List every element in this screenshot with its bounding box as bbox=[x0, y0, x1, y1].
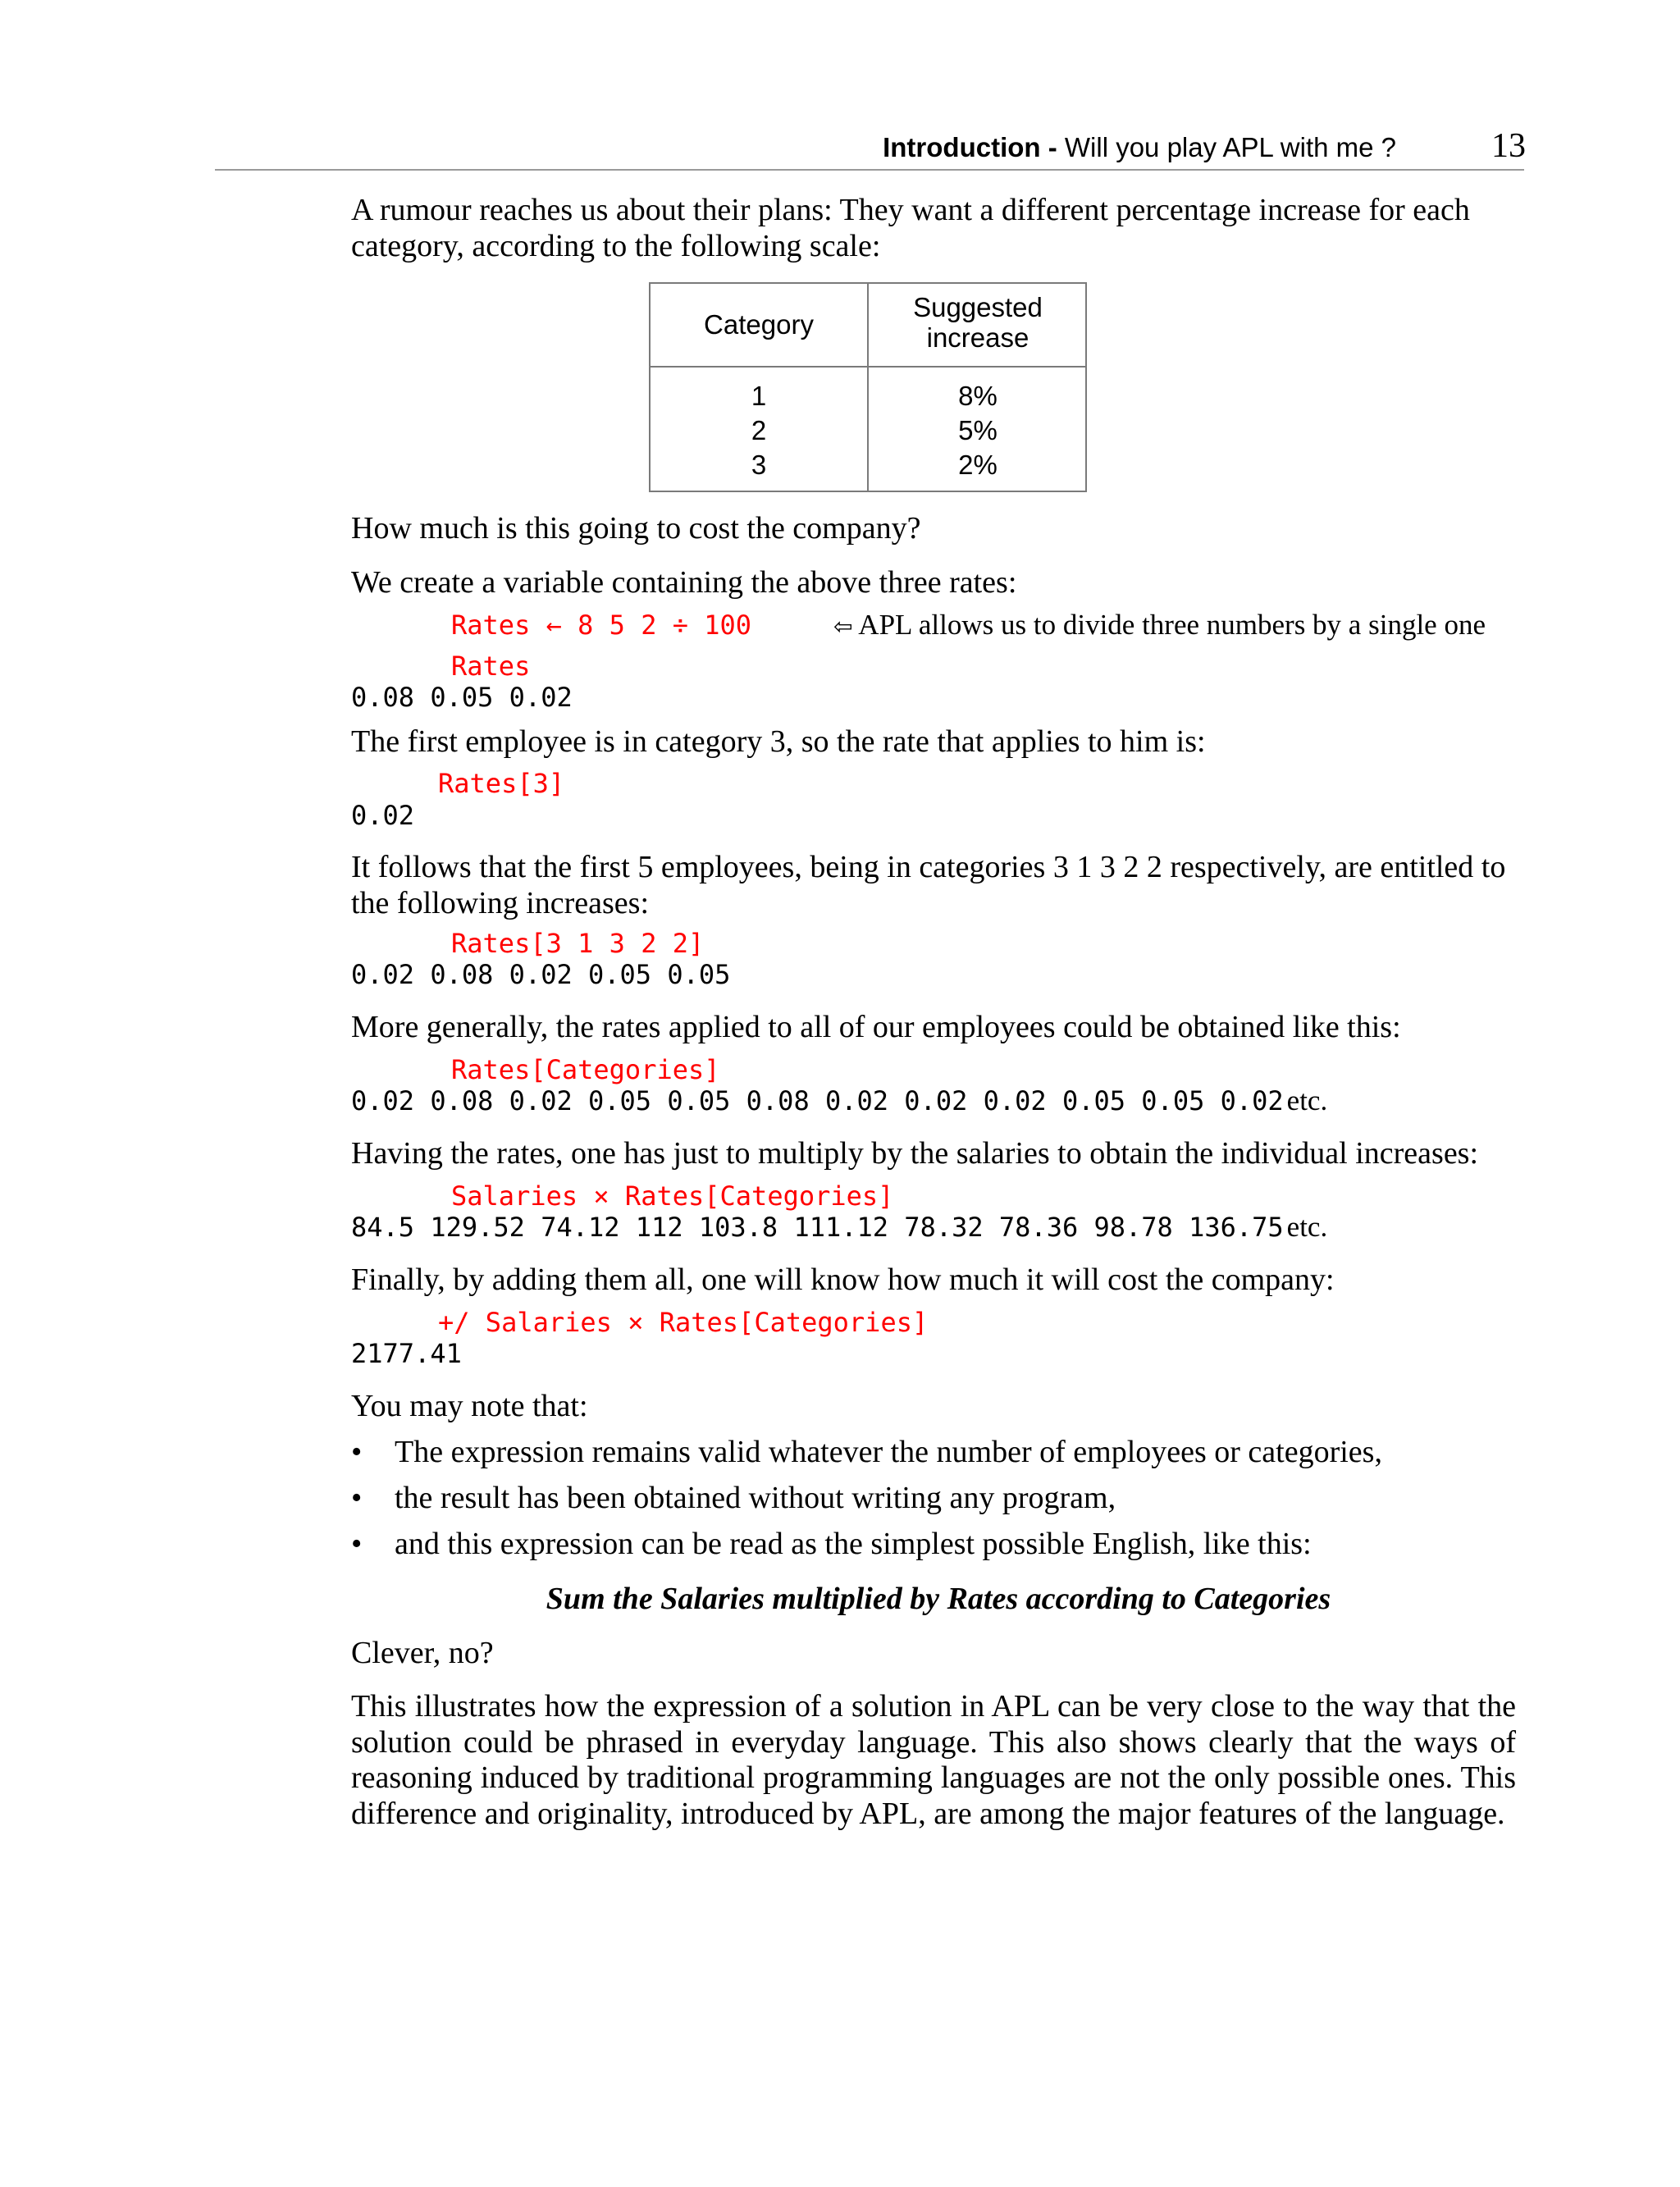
running-header-section: Introduction - bbox=[883, 132, 1057, 162]
bullet-icon: • bbox=[351, 1435, 363, 1469]
table-cell-category: 1 bbox=[751, 381, 767, 411]
code-sum-expression: +/ Salaries × Rates[Categories] bbox=[438, 1307, 929, 1338]
page-number: 13 bbox=[1491, 127, 1526, 165]
bullet-item: the result has been obtained without writing any program, bbox=[395, 1481, 1116, 1515]
follows-line-1: It follows that the first 5 employees, being in categories 3 1 3 2 2 respectively, are entitled to bbox=[351, 850, 1506, 884]
intro-line-2: category, according to the following scale: bbox=[351, 229, 881, 263]
code-rates-assign: Rates ← 8 5 2 ÷ 100 bbox=[451, 610, 752, 641]
table-cell-increase: 5% bbox=[958, 415, 998, 445]
code-sum-output: 2177.41 bbox=[351, 1338, 462, 1369]
increase-scale-table bbox=[649, 282, 1087, 492]
code-rates-categories-output: 0.02 0.08 0.02 0.05 0.05 0.08 0.02 0.02 0.02 0.05 0.05 0.02 bbox=[351, 1085, 1284, 1116]
code-salaries-rates-output-line bbox=[351, 1211, 1327, 1244]
code-rates-index-list: Rates[3 1 3 2 2] bbox=[451, 928, 705, 959]
you-may-note-text: You may note that: bbox=[351, 1389, 588, 1423]
etc-label: etc. bbox=[1286, 1211, 1328, 1243]
table-cell-category: 2 bbox=[751, 415, 767, 445]
etc-label: etc. bbox=[1286, 1084, 1328, 1116]
bullet-icon: • bbox=[351, 1481, 363, 1515]
code-rates-categories-output-line bbox=[351, 1084, 1327, 1117]
having-rates-text: Having the rates, one has just to multiply by the salaries to obtain the individual increases: bbox=[351, 1136, 1479, 1171]
first-employee-text: The first employee is in category 3, so the rate that applies to him is: bbox=[351, 724, 1206, 759]
left-arrow-icon: ⇦ bbox=[833, 613, 853, 640]
table-header-increase-line1: Suggested bbox=[913, 292, 1043, 322]
table-cell-increase: 8% bbox=[958, 381, 998, 411]
finally-text: Finally, by adding them all, one will know how much it will cost the company: bbox=[351, 1262, 1335, 1297]
running-header-chapter: Will you play APL with me ? bbox=[1064, 132, 1396, 162]
follows-line-2: the following increases: bbox=[351, 886, 650, 920]
cost-question: How much is this going to cost the company? bbox=[351, 511, 921, 546]
running-header-title bbox=[883, 131, 1396, 164]
table-header-category: Category bbox=[704, 309, 814, 340]
header-rule bbox=[215, 169, 1524, 171]
table-cell-increase: 2% bbox=[958, 450, 998, 480]
table-header-divider bbox=[651, 366, 1085, 368]
code-rates-index-3-output: 0.02 bbox=[351, 800, 415, 831]
closing-paragraph: This illustrates how the expression of a solution in APL can be very close to the way that the solution could be phrased in everyday language. This also shows clearly that the ways of reasoning induced by traditional programming languages are not the only possible ones. This difference and originality, introduced by APL, are among the major features of the language. bbox=[351, 1689, 1516, 1831]
code-comment-text: APL allows us to divide three numbers by a single one bbox=[858, 609, 1486, 641]
code-rates-categories: Rates[Categories] bbox=[451, 1054, 720, 1085]
code-rates-output: 0.08 0.05 0.02 bbox=[351, 682, 573, 713]
more-generally-text: More generally, the rates applied to all of our employees could be obtained like this: bbox=[351, 1010, 1401, 1044]
intro-line-1: A rumour reaches us about their plans: They want a different percentage increase for each bbox=[351, 193, 1470, 227]
code-salaries-rates-output: 84.5 129.52 74.12 112 103.8 111.12 78.32 78.36 98.78 136.75 bbox=[351, 1212, 1284, 1243]
create-variable-text: We create a variable containing the above three rates: bbox=[351, 565, 1017, 600]
emphasis-sentence: Sum the Salaries multiplied by Rates according to Categories bbox=[546, 1582, 1331, 1616]
table-header-increase-line2: increase bbox=[926, 322, 1029, 353]
bullet-icon: • bbox=[351, 1527, 363, 1561]
bullet-item: The expression remains valid whatever the number of employees or categories, bbox=[395, 1435, 1382, 1469]
code-salaries-rates: Salaries × Rates[Categories] bbox=[451, 1180, 894, 1212]
code-rates-index-list-output: 0.02 0.08 0.02 0.05 0.05 bbox=[351, 959, 731, 990]
code-rates: Rates bbox=[451, 651, 531, 682]
code-rates-index-3: Rates[3] bbox=[438, 768, 565, 799]
table-cell-category: 3 bbox=[751, 450, 767, 480]
clever-text: Clever, no? bbox=[351, 1636, 494, 1670]
bullet-item: and this expression can be read as the simplest possible English, like this: bbox=[395, 1527, 1312, 1561]
code-comment bbox=[833, 609, 1486, 643]
